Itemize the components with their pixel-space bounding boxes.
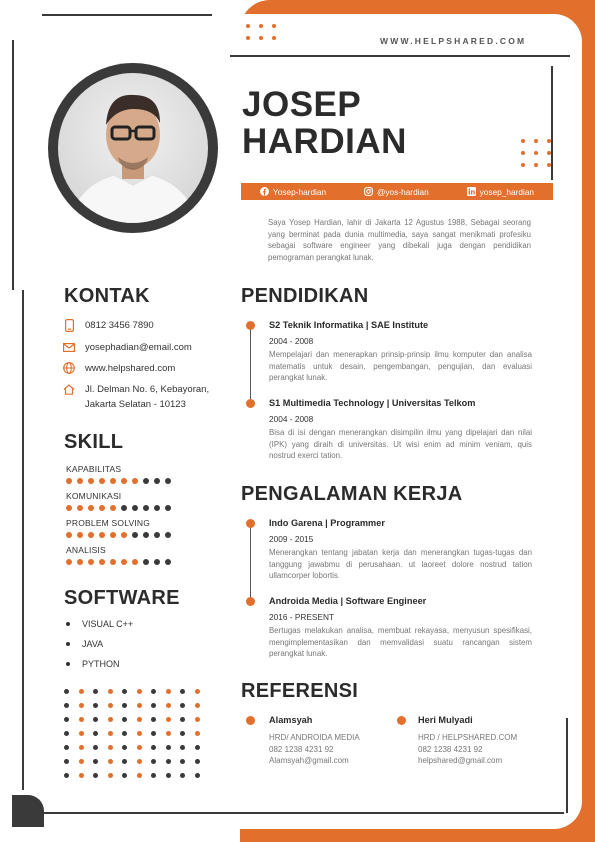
skill-rating [66, 478, 171, 484]
experience-heading: PENGALAMAN KERJA [241, 483, 463, 505]
decor-dot [108, 745, 113, 750]
decor-dot [195, 717, 200, 722]
decor-dot [93, 731, 98, 736]
decor-dot [151, 717, 156, 722]
skill-dot-filled [110, 478, 116, 484]
experience-timeline-line [250, 524, 251, 602]
frame-line-left [12, 40, 14, 290]
social-linkedin-label: yosep_hardian [479, 186, 535, 197]
reference-email[interactable]: helpshared@gmail.com [418, 756, 503, 765]
decor-dot [93, 773, 98, 778]
social-linkedin[interactable] [467, 187, 534, 197]
decor-dot [137, 689, 142, 694]
about-text: Saya Yosep Hardian, lahir di Jakarta 12 Agustus 1988, Sebagai seorang yang berminat pada dunia multimedia, saya sangat menikmati profesiku sebagai software engineer yang dibekali juga dengan pendidikan pemograman perangkat lunak. [268, 218, 531, 262]
skill-dot-empty [165, 559, 171, 565]
first-name: JOSEP [242, 85, 362, 124]
globe-icon [63, 361, 75, 375]
skill-dot-filled [99, 505, 105, 511]
decor-dot [122, 773, 127, 778]
decor-dot [151, 745, 156, 750]
education-entry-desc: Mempelajari dan menerapkan prinsip-prinsip ilmu komputer dan analisa matematis untuk desain, pengembangan, pengujian, dan evaluasi perangkat lunak. [269, 350, 532, 382]
full-name [242, 86, 407, 160]
education-entry-date: 2004 - 2008 [269, 414, 314, 424]
decor-dots-right [521, 139, 551, 167]
skill-dot-filled [132, 478, 138, 484]
skill-dot-filled [66, 505, 72, 511]
contact-phone-value: 0812 3456 7890 [85, 320, 154, 331]
skill-dot-empty [143, 478, 149, 484]
skill-dot-filled [66, 532, 72, 538]
home-icon [63, 382, 75, 396]
skill-dot-empty [143, 505, 149, 511]
decor-dot [122, 745, 127, 750]
decor-dot [151, 759, 156, 764]
experience-entry-title: Indo Garena | Programmer [269, 518, 385, 528]
skill-dot-empty [143, 532, 149, 538]
reference-dot [246, 716, 255, 725]
decor-dot [180, 759, 185, 764]
decor-dot [79, 717, 84, 722]
decor-dot [195, 773, 200, 778]
decor-dot [195, 703, 200, 708]
contact-address-line1: Jl. Delman No. 6, Kebayoran, [85, 384, 210, 395]
decor-dot [122, 703, 127, 708]
timeline-dot [246, 399, 255, 408]
last-name: HARDIAN [242, 122, 407, 161]
skill-dot-filled [88, 532, 94, 538]
decor-dot [195, 731, 200, 736]
skill-dot-empty [143, 559, 149, 565]
contact-email[interactable] [63, 340, 192, 355]
decor-dot [137, 759, 142, 764]
skill-label: ANALISIS [66, 545, 106, 555]
software-item [66, 619, 133, 629]
frame-line-left-lower [22, 290, 24, 790]
skill-dot-filled [88, 559, 94, 565]
skill-dot-filled [110, 532, 116, 538]
decor-dot [64, 717, 69, 722]
contact-email-value: yosephadian@email.com [85, 342, 192, 353]
skill-dot-filled [77, 559, 83, 565]
phone-icon [63, 318, 75, 332]
decor-dot [195, 745, 200, 750]
corner-block [12, 795, 44, 827]
experience-entry-desc: Bertugas melakukan analisa, membuat rekayasa, menyusun spesifikasi, mengimplementasikan dan memvalidasi suatu rancangan sistem perangkat lunak. [269, 626, 532, 658]
decor-dot [108, 703, 113, 708]
skill-dot-empty [165, 532, 171, 538]
social-instagram-label: @yos-hardian [376, 186, 429, 197]
reference-name: Heri Mulyadi [418, 715, 473, 725]
decor-dots-top [246, 24, 276, 40]
skill-rating [66, 532, 171, 538]
skill-rating [66, 559, 171, 565]
reference-phone: 082 1238 4231 92 [418, 744, 483, 754]
education-entry-desc: Bisa di isi dengan menerangkan disimpilin ilmu yang dipelajari dan nilai (IPK) yang diraih di universitas. Ut wisi enim ad minim veniam, quis nostrud exerci tation. [269, 428, 532, 460]
timeline-dot [246, 519, 255, 528]
decor-dot [108, 717, 113, 722]
frame-line-top-left [42, 14, 212, 16]
email-icon [63, 340, 75, 354]
decor-dot [137, 717, 142, 722]
skill-dot-empty [154, 532, 160, 538]
decor-dot [122, 689, 127, 694]
decor-dot [79, 773, 84, 778]
decor-dot [64, 703, 69, 708]
skill-dot-filled [121, 559, 127, 565]
skill-dot-filled [66, 478, 72, 484]
skill-dot-filled [121, 532, 127, 538]
experience-entry-title: Androida Media | Software Engineer [269, 596, 427, 606]
decor-dot [166, 717, 171, 722]
bullet-icon [66, 642, 70, 646]
reference-dot [397, 716, 406, 725]
decor-dot [64, 689, 69, 694]
contact-website-value: www.helpshared.com [85, 363, 176, 374]
software-item-label: JAVA [82, 639, 104, 649]
decor-dot [79, 689, 84, 694]
decor-dot [166, 689, 171, 694]
decor-dot [93, 689, 98, 694]
reference-role: HRD/ ANDROIDA MEDIA [269, 733, 360, 742]
decor-dot [180, 689, 185, 694]
software-item [66, 659, 120, 669]
reference-email[interactable]: Alamsyah@gmail.com [269, 756, 349, 765]
skill-heading: SKILL [64, 431, 124, 453]
decor-dot [180, 717, 185, 722]
skill-dot-empty [121, 505, 127, 511]
frame-line-right-lower [566, 718, 568, 813]
skill-dot-filled [121, 478, 127, 484]
skill-dot-empty [165, 505, 171, 511]
decor-dot [93, 745, 98, 750]
profile-photo-frame [48, 63, 218, 233]
instagram-icon [364, 187, 373, 196]
decor-dot [64, 745, 69, 750]
decor-dot [166, 731, 171, 736]
skill-dot-empty [132, 532, 138, 538]
contact-address [63, 382, 209, 412]
decor-dot [122, 731, 127, 736]
skill-dot-filled [132, 559, 138, 565]
decor-dot [166, 773, 171, 778]
decor-dot [180, 731, 185, 736]
social-instagram[interactable] [364, 187, 429, 197]
skill-dot-empty [132, 505, 138, 511]
decor-dot [137, 773, 142, 778]
skill-dot-filled [99, 478, 105, 484]
decor-dot [166, 759, 171, 764]
timeline-dot [246, 597, 255, 606]
decor-dot [151, 689, 156, 694]
skill-dot-filled [110, 505, 116, 511]
decor-dot [79, 759, 84, 764]
frame-line-header [230, 55, 570, 57]
decor-dot [64, 759, 69, 764]
decor-dot [122, 717, 127, 722]
social-facebook-label: Yosep-hardian [272, 186, 327, 197]
skill-dot-filled [77, 505, 83, 511]
skill-dot-empty [165, 478, 171, 484]
social-bar [241, 183, 553, 200]
frame-line-bottom [44, 812, 564, 814]
software-item-label: VISUAL C++ [82, 619, 134, 629]
software-item [66, 639, 103, 649]
references-heading: REFERENSI [241, 680, 359, 702]
decor-dot [195, 689, 200, 694]
skill-dot-filled [88, 505, 94, 511]
decor-dot [151, 703, 156, 708]
decor-dot [108, 731, 113, 736]
frame-line-right [551, 66, 553, 180]
software-heading: SOFTWARE [64, 587, 180, 609]
skill-dot-filled [99, 559, 105, 565]
decor-dot [93, 717, 98, 722]
skill-dot-filled [77, 532, 83, 538]
experience-entry-date: 2016 - PRESENT [269, 612, 335, 622]
education-entry-title: S1 Multimedia Technology | Universitas Telkom [269, 398, 476, 408]
decor-dot [79, 731, 84, 736]
bullet-icon [66, 662, 70, 666]
decor-dot [79, 703, 84, 708]
skill-dot-filled [77, 478, 83, 484]
reference-role: HRD / HELPSHARED.COM [418, 733, 518, 742]
skill-label: KAPABILITAS [66, 464, 122, 474]
decor-dot [137, 731, 142, 736]
contact-heading: KONTAK [64, 285, 150, 307]
decor-dot [137, 703, 142, 708]
timeline-dot [246, 321, 255, 330]
skill-dot-filled [99, 532, 105, 538]
profile-photo [58, 73, 208, 223]
bullet-icon [66, 622, 70, 626]
education-entry-title: S2 Teknik Informatika | SAE Institute [269, 320, 429, 330]
education-timeline-line [250, 326, 251, 406]
social-facebook[interactable] [260, 187, 326, 197]
decor-dot [151, 773, 156, 778]
decor-dot-grid [64, 689, 200, 778]
decor-dot [166, 703, 171, 708]
education-entry-date: 2004 - 2008 [269, 336, 314, 346]
skill-dot-filled [88, 478, 94, 484]
website-url: WWW.HELPSHARED.COM [380, 36, 527, 46]
contact-website[interactable] [63, 361, 175, 376]
reference-name: Alamsyah [269, 715, 313, 725]
decor-dot [180, 773, 185, 778]
decor-dot [137, 745, 142, 750]
skill-dot-empty [154, 505, 160, 511]
skill-label: KOMUNIKASI [66, 491, 122, 501]
decor-dot [64, 773, 69, 778]
decor-dot [93, 759, 98, 764]
linkedin-icon [467, 187, 476, 196]
contact-phone[interactable] [63, 318, 154, 333]
skill-dot-empty [154, 478, 160, 484]
education-heading: PENDIDIKAN [241, 285, 369, 307]
decor-dot [108, 759, 113, 764]
decor-dot [151, 731, 156, 736]
decor-dot [93, 703, 98, 708]
skill-dot-filled [66, 559, 72, 565]
skill-dot-filled [110, 559, 116, 565]
facebook-icon [260, 187, 269, 196]
decor-dot [122, 759, 127, 764]
decor-dot [64, 731, 69, 736]
reference-phone: 082 1238 4231 92 [269, 744, 334, 754]
decor-dot [180, 745, 185, 750]
decor-dot [79, 745, 84, 750]
skill-rating [66, 505, 171, 511]
decor-dot [108, 773, 113, 778]
decor-dot [180, 703, 185, 708]
decor-dot [195, 759, 200, 764]
skill-dot-empty [154, 559, 160, 565]
experience-entry-desc: Menerangkan tentang jabatan kerja dan menerangkan tugas-tugas dan tanggung jawabmu di perusahaan. ut laoreet dolore nostrud tation ullamcorper lobortis. [269, 548, 532, 580]
software-item-label: PYTHON [82, 659, 120, 669]
experience-entry-date: 2009 - 2015 [269, 534, 314, 544]
decor-dot [108, 689, 113, 694]
decor-dot [166, 745, 171, 750]
contact-address-line2: Jakarta Selatan - 10123 [85, 399, 186, 410]
skill-label: PROBLEM SOLVING [66, 518, 151, 528]
